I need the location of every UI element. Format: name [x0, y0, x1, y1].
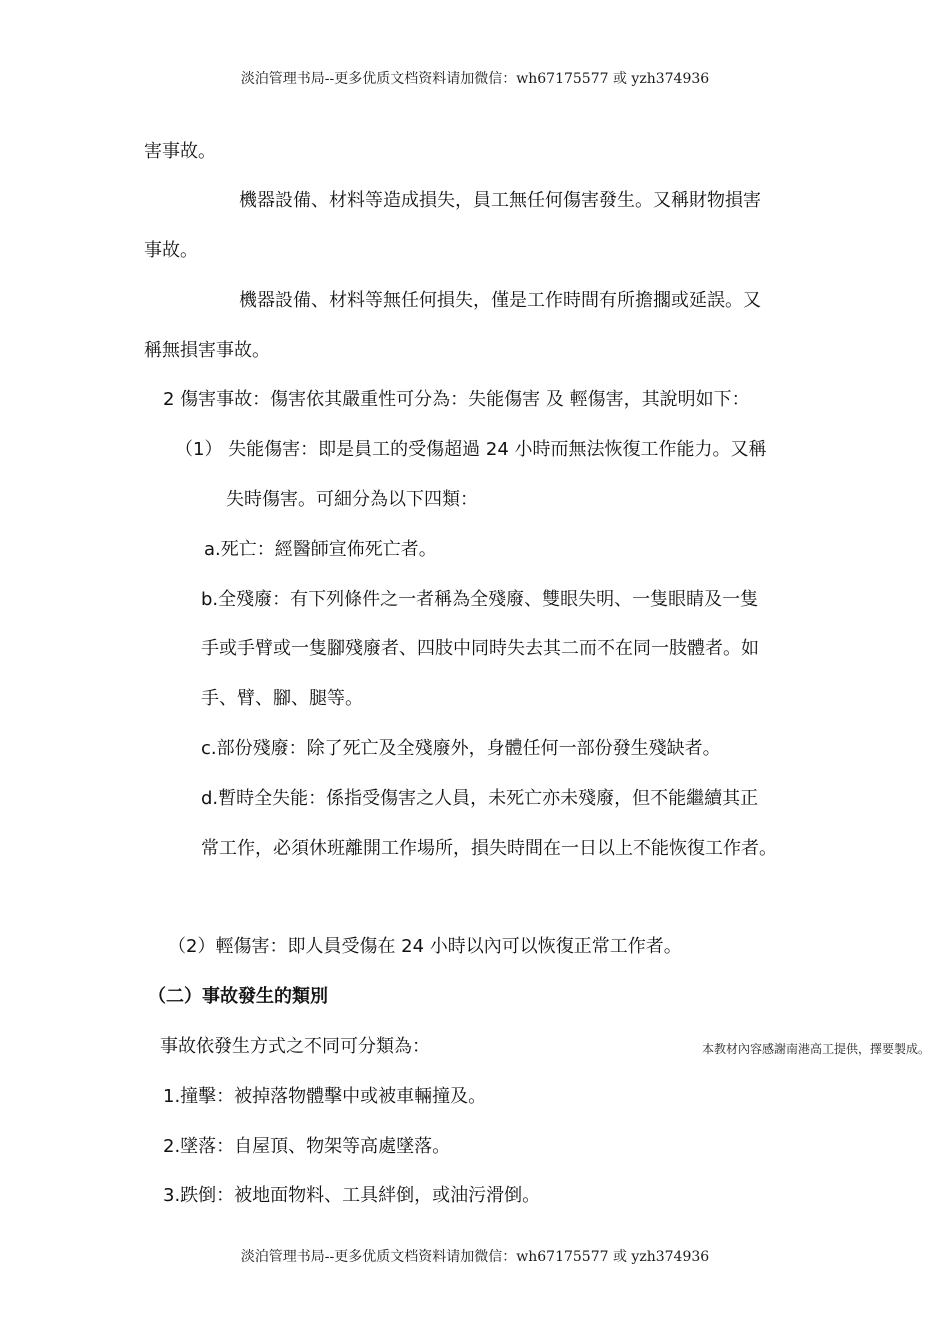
page-footer: 淡泊管理书局--更多优质文档资料请加微信：wh67175577 或 yzh374936	[240, 1249, 710, 1265]
body-line-9: a.死亡：經醫師宣佈死亡者。	[204, 539, 437, 560]
body-line-10: b.全殘廢：有下列條件之一者稱為全殘廢、雙眼失明、一隻眼睛及一隻	[201, 589, 759, 610]
body-line-16: （2）輕傷害：即人員受傷在 24 小時以內可以恢復正常工作者。	[168, 936, 682, 957]
body-line-21: 3.跌倒：被地面物料、工具絆倒，或油污滑倒。	[163, 1185, 541, 1206]
body-line-15: 常工作，必須休班離開工作場所，損失時間在一日以上不能恢復工作者。	[201, 838, 777, 859]
body-line-4: 機器設備、材料等無任何損失，僅是工作時間有所擔擱或延誤。又	[239, 290, 761, 311]
section-heading: （二）事故發生的類別	[148, 986, 328, 1007]
body-line-6: 2 傷害事故：傷害依其嚴重性可分為：失能傷害 及 輕傷害，其說明如下：	[163, 389, 750, 410]
body-line-20: 2.墜落：自屋頂、物架等高處墜落。	[163, 1136, 451, 1157]
body-line-13: c.部份殘廢：除了死亡及全殘廢外，身體任何一部份發生殘缺者。	[201, 738, 721, 759]
page-header: 淡泊管理书局--更多优质文档资料请加微信：wh67175577 或 yzh374936	[240, 71, 710, 87]
body-line-1: 害事故。	[144, 141, 216, 162]
body-line-3: 事故。	[144, 240, 198, 261]
body-line-5: 稱無損害事故。	[144, 340, 270, 361]
body-line-18: 事故依發生方式之不同可分類為：	[160, 1036, 430, 1057]
side-note: 本教材內容感謝南港高工提供，擇要製成。	[702, 1042, 931, 1056]
body-line-2: 機器設備、材料等造成損失，員工無任何傷害發生。又稱財物損害	[239, 190, 761, 211]
body-line-12: 手、臂、腳、腿等。	[201, 688, 363, 709]
body-line-8: 失時傷害。可細分為以下四類：	[226, 489, 478, 510]
body-line-14: d.暫時全失能：係指受傷害之人員，未死亡亦未殘廢，但不能繼續其正	[201, 788, 759, 809]
body-line-11: 手或手臂或一隻腳殘廢者、四肢中同時失去其二而不在同一肢體者。如	[201, 638, 759, 659]
body-line-19: 1.撞擊：被掉落物體擊中或被車輛撞及。	[163, 1086, 487, 1107]
body-line-7: （1） 失能傷害：即是員工的受傷超過 24 小時而無法恢復工作能力。又稱	[175, 439, 767, 460]
